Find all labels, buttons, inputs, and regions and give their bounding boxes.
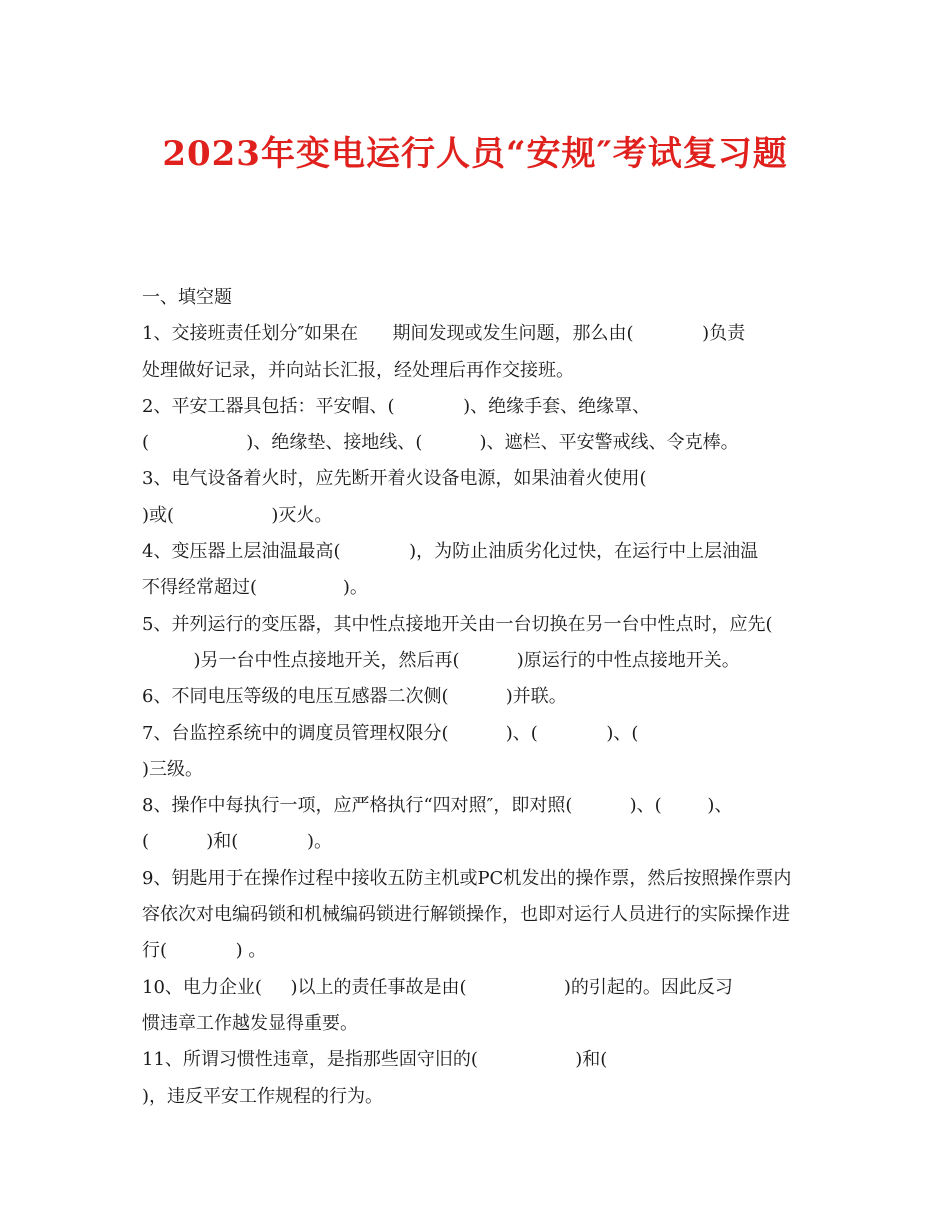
question-4-line-1: 4、变压器上层油温最高( )，为防止油质劣化过快，在运行中上层油温: [142, 541, 759, 563]
question-10-line-1: 10、电力企业( )以上的责任事故是由( )的引起的。因此反习: [142, 976, 733, 998]
question-6-line-1: 6、不同电压等级的电压互感器二次侧( )并联。: [142, 686, 567, 708]
question-5-line-2: )另一台中性点接地开关，然后再( )原运行的中性点接地开关。: [142, 649, 740, 671]
question-2-line-2: ( )、绝缘垫、接地线、( )、遮栏、平安警戒线、令克棒。: [142, 432, 739, 454]
question-1-line-1: 1、交接班责任划分″如果在 期间发现或发生问题，那么由( )负责: [142, 323, 746, 345]
question-8-line-1: 8、操作中每执行一项，应严格执行“四对照″，即对照( )、( )、: [142, 795, 733, 817]
question-9-line-3: 行( ) 。: [142, 940, 267, 962]
question-11-line-1: 11、所谓习惯性违章，是指那些固守旧的( )和(: [142, 1049, 608, 1071]
question-8-line-2: ( )和( )。: [142, 831, 332, 853]
question-1-line-2: 处理做好记录，并向站长汇报，经处理后再作交接班。: [142, 359, 574, 381]
question-7-line-2: )三级。: [142, 758, 204, 780]
section-heading: 一、填空题: [142, 287, 232, 308]
question-10-line-2: 惯违章工作越发显得重要。: [142, 1012, 358, 1034]
question-3-line-1: 3、电气设备着火时，应先断开着火设备电源，如果油着火使用(: [142, 468, 647, 490]
question-9-line-2: 容依次对电编码锁和机械编码锁进行解锁操作，也即对运行人员进行的实际操作进: [142, 904, 790, 926]
question-11-line-2: )，违反平安工作规程的行为。: [142, 1085, 384, 1107]
question-2-line-1: 2、平安工器具包括：平安帽、( )、绝缘手套、绝缘罩、: [142, 395, 651, 417]
question-9-line-1: 9、钥匙用于在操作过程中接收五防主机或PC机发出的操作票，然后按照操作票内: [142, 867, 792, 889]
question-5-line-1: 5、并列运行的变压器，其中性点接地开关由一台切换在另一台中性点时，应先(: [142, 613, 773, 635]
document-body: [142, 280, 822, 1115]
question-7-line-1: 7、台监控系统中的调度员管理权限分( )、( )、(: [142, 722, 639, 744]
question-4-line-2: 不得经常超过( )。: [142, 577, 368, 599]
question-3-line-2: )或( )灭火。: [142, 504, 333, 526]
document-title: 2023年变电运行人员“安规″考试复习题: [162, 134, 788, 174]
